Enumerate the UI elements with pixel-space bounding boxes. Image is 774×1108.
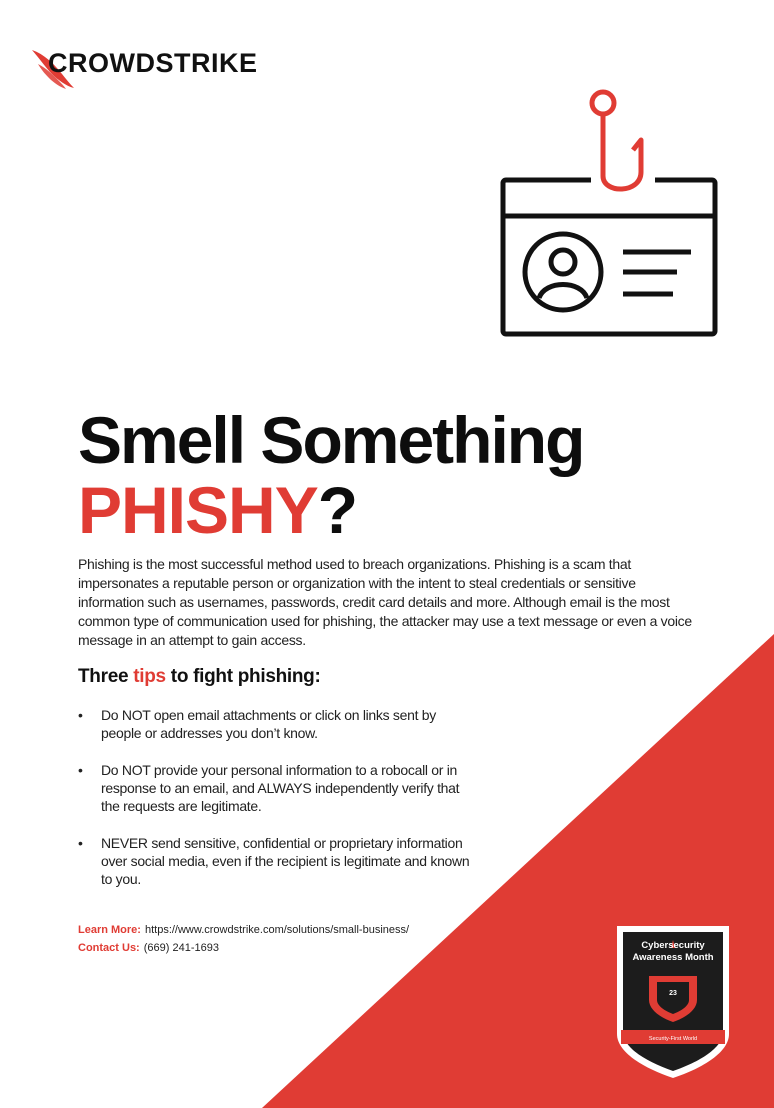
contact-label: Contact Us: (78, 942, 140, 954)
brand-logo[interactable] (30, 44, 290, 92)
tip-text: NEVER send sensitive, confidential or proprietary information over social media, even if the recipient is legitimate and known to you. (101, 835, 470, 887)
bullet-icon: • (78, 762, 83, 778)
tip-text: Do NOT provide your personal information to a robocall or in response to an email, and ALWAYS independently verify that the requests are legitimate. (101, 762, 460, 814)
list-item (78, 761, 478, 815)
tip-text: Do NOT open email attachments or click on links sent by people or addresses you don’t know. (101, 707, 436, 741)
badge-ribbon-text: Security-First World (648, 1036, 698, 1042)
contact-row (78, 939, 409, 957)
badge-year: 23 (669, 990, 677, 997)
title-punctuation: ? (317, 473, 358, 547)
bullet-icon: • (78, 707, 83, 723)
title-line-1: Smell Something (78, 403, 584, 477)
learn-more-row (78, 921, 409, 939)
tips-heading (78, 666, 321, 688)
badge-line-2: Awareness Month (632, 952, 714, 963)
contact-phone[interactable]: (669) 241-1693 (143, 942, 219, 954)
phishing-hook-id-card-icon (495, 88, 725, 343)
brand-wordmark: CROWDSTRIKE (48, 48, 258, 78)
tips-heading-highlight: tips (133, 666, 166, 687)
contact-block (78, 921, 409, 957)
badge-line-1: Cybersecurity (641, 940, 705, 951)
bullet-icon: • (78, 835, 83, 851)
tips-heading-after: to fight phishing: (165, 666, 321, 687)
list-item (78, 706, 478, 742)
tips-list (78, 706, 478, 907)
awareness-month-badge (613, 922, 733, 1080)
list-item (78, 834, 478, 888)
title-highlight: PHISHY (78, 473, 318, 547)
intro-paragraph: Phishing is the most successful method used to breach organizations. Phishing is a scam that impersonates a reputable person or organization with the intent to steal credentials or sensitive information such as usernames, passwords, credit card details and more. Although email is the most common type of communication used for phishing, the attacker may use a text message or even a voice message in an attempt to gain access. (78, 556, 692, 648)
title-line-2 (78, 475, 583, 545)
tips-heading-before: Three (78, 666, 134, 687)
learn-more-label: Learn More: (78, 924, 141, 936)
learn-more-link[interactable]: https://www.crowdstrike.com/solutions/small-business/ (144, 924, 410, 936)
page-title (78, 405, 583, 545)
